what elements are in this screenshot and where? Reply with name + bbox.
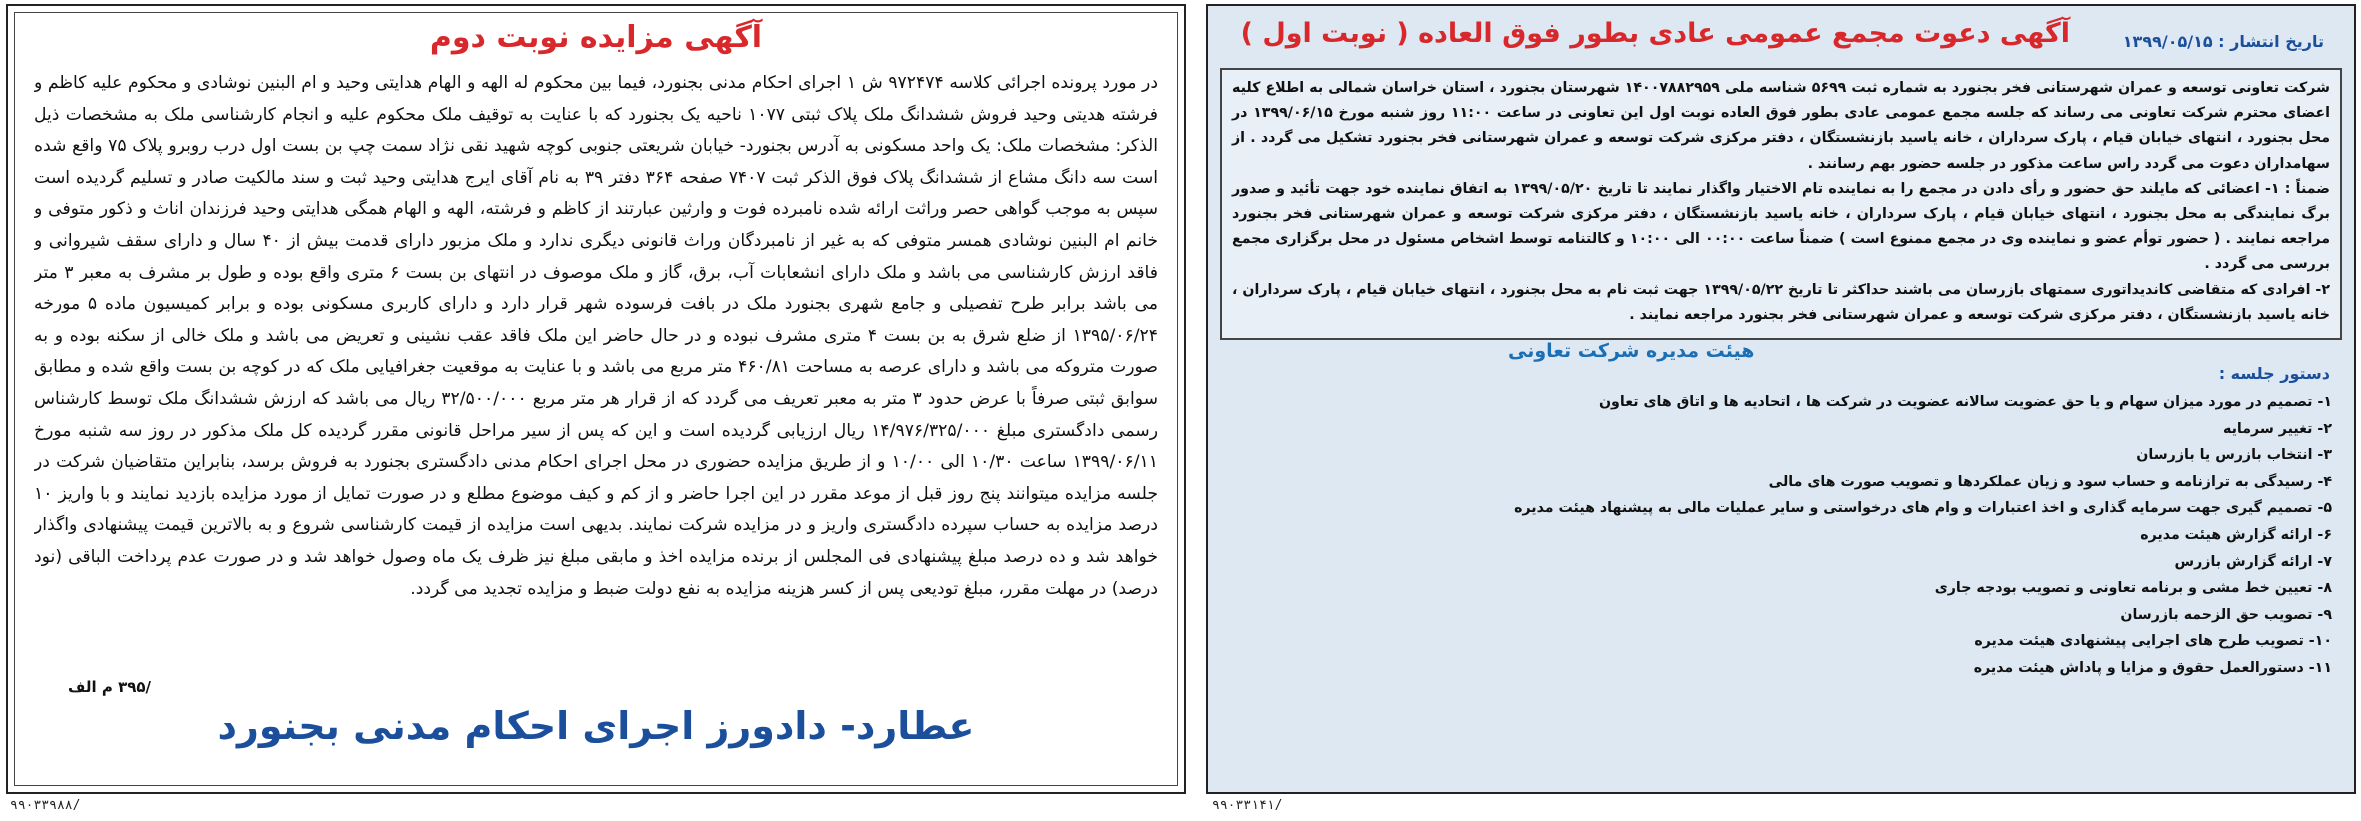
box-paragraph: ۲- افرادی که متقاضی کاندیداتوری سمتهای بازرسان می باشند حداکثر تا تاریخ ۱۳۹۹/۰۵/۲۲ جهت ثبت نام به محل بجنورد ، انتهای خیابان قیام ، پارک سرداران ، خانه یاسید بازنشستگان ، دفتر مرکزی شرکت توسعه و عمران شهرستانی فخر بجنورد مراجعه نمایند . [1232,281,2330,323]
agenda-item: ۸- تعیین خط مشی و برنامه تعاونی و تصویب بودجه جاری [1934,580,2332,597]
agenda-item: ۷- ارائه گزارش بازرس [2174,553,2332,570]
auction-notice-signature: عطارد- دادورز اجرای احکام مدنی بجنورد [217,704,975,748]
board-signature: هیئت مدیره شرکت تعاونی [1508,340,1755,362]
agenda-item: ۳- انتخاب بازرس یا بازرسان [2136,447,2332,464]
assembly-notice [1206,4,2356,794]
auction-notice-code: /۳۹۵ م الف [68,678,152,696]
agenda-title: دستور جلسه : [2218,364,2330,383]
auction-notice-body: در مورد پرونده اجرائی کلاسه ۹۷۲۴۷۴ ش ۱ اجرای احکام مدنی بجنورد، فیما بین محکوم له الهه و الهام هدایتی وحید و ام البنین نوشادی و محکوم علیه کاظم و فرشته هدیتی وحید فروش ششدانگ ملک پلاک ثبتی ۱۰۷۷ ناحیه یک بجنورد که با عنایت به توقیف ملک محکوم علیه و انجام کارشناسی ملک به مشخصات ذیل الذکر: مشخصات ملک: یک واحد مسکونی به آدرس بجنورد- خیابان شریعتی جنوبی کوچه شهید نقی نژاد سمت چپ بن بست اول درب روبرو پلاک ۷۵ واقع شده است سه دانگ مشاع از ششدانگ پلاک فوق الذکر ثبت ۷۴۰۷ صفحه ۳۶۴ دفتر ۳۹ به نام آقای ایرج هدایتی وحید ثبت و سند مالکیت صادر و تسلیم گردیده است سپس به موجب گواهی حصر وراثت ارائه شده نامبرده فوت و وارثین عبارتند از کاظم و فرشته، الهه و الهام همگی هدایتی وحید فرزندان اناث و ذکور متوفی و خانم ام البنین نوشادی همسر متوفی که به غیر از نامبردگان وراث قانونی دیگری ندارد و ملک مزبور دارای قدمت بیش از ۴۰ سال و دارای سقف شیروانی و فاقد ارزش کارشناسی می باشد و ملک دارای انشعابات آب، برق، گاز و ملک موصوف در انتهای بن بست ۶ متری واقع بوده و طول بر مشرف به معبر ۳ متر می باشد برابر طرح تفصیلی و جامع شهری بجنورد ملک در بافت فرسوده شهر قرار دارد و دارای کاربری مسکونی بوده و برابر کمیسیون ماده ۵ مورخه ۱۳۹۵/۰۶/۲۴ از ضلع شرق به بن بست ۴ متری مشرف نبوده و در حال حاضر این ملک فاقد عقب نشینی و تعریض می باشد و ملک خالی از سکنه بوده و به صورت متروکه می باشد و دارای عرصه به مساحت ۴۶۰/۸۱ متر مربع می باشد و با عنایت به موقعیت جغرافیایی ملک که در کوچه بن بست واقع شده و مطابق سوابق ثبتی صرفاً با عرض حدود ۳ متر به معبر تعریف می گردد که از قرار هر متر مربع ۳۲/۵۰۰/۰۰۰ ریال می باشد که ارزش ششدانگ ملک توسط کارشناس رسمی دادگستری مبلغ ۱۴/۹۷۶/۳۲۵/۰۰۰ ریال ارزیابی گردیده است و این که پس از سیر مراحل قانونی مقرر گردیده کل ملک مذکور در روز سه شنبه مورخ ۱۳۹۹/۰۶/۱۱ ساعت ۱۰/۳۰ الی ۱۰/۰۰ و از طریق مزایده حضوری در محل اجرای احکام مدنی دادگستری بجنورد به فروش برسد، بنابراین متقاضیان شرکت در جلسه مزایده میتوانند پنج روز قبل از موعد مقرر در این اجرا حاضر و از کم و کیف موضوع مطلع و در صورت تمایل از مورد مزایده بازدید نمایند و با واریز ۱۰ درصد مزایده به حساب سپرده دادگستری واریز و در مزایده شرکت نمایند. بدیهی است مزایده از قیمت کارشناسی شروع و به بالاترین قیمت پیشنهادی واگذار خواهد شد و ده درصد مبلغ پیشنهادی فی المجلس از برنده مزایده اخذ و مابقی مبلغ نیز ظرف یک ماه وصول خواهد شد و در صورت عدم پرداخت الباقی (نود درصد) در مهلت مقرر، مبلغ تودیعی پس از کسر هزینه مزایده به نفع دولت ضبط و مزایده تجدید می گردد. [34,73,1158,599]
auction-notice-title: آگهی مزایده نوبت دوم [429,20,763,55]
publication-date: تاریخ انتشار : ۱۳۹۹/۰۵/۱۵ [2122,32,2324,51]
right-serial-number: ۹۹۰۳۳۱۴۱/ [1212,798,1283,813]
agenda-item: ۱- تصمیم در مورد میزان سهام و یا حق عضویت سالانه عضویت در شرکت ها ، اتحادیه ها و اتاق های تعاون [1598,394,2332,410]
assembly-notice-box [1220,68,2342,340]
box-paragraph: ضمناً : ۱- اعضائی که مایلند حق حضور و رأی دادن در مجمع را به نماینده تام الاختیار واگذار نمایند تا تاریخ ۱۳۹۹/۰۵/۲۰ به اتفاق نماینده خود جهت تأئید و صدور برگ نمایندگی به محل بجنورد ، انتهای خیابان قیام ، پارک سرداران ، خانه یاسید بازنشستگان ، دفتر مرکزی شرکت توسعه و عمران شهرستانی فخر بجنورد مراجعه نمایند . ( حضور توأم عضو و نماینده وی در مجمع ممنوع است ) ضمناً ساعت ۰۰:۰۰ الی ۱۰:۰۰ و کالتنامه توسط اشخاص مسئول در محل برگزاری مجمع بررسی می گردد . [1232,180,2330,273]
agenda-list [1238,389,2332,682]
agenda-item: ۴- رسیدگی به ترازنامه و حساب سود و زیان عملکردها و تصویب صورت های مالی [1768,473,2332,490]
assembly-notice-title: آگهی دعوت مجمع عمومی عادی بطور فوق العاده ( نوبت اول ) [1240,18,2070,49]
agenda-item: ۱۱- دستورالعمل حقوق و مزایا و پاداش هیئت مدیره [1973,659,2332,676]
box-paragraph: شرکت تعاونی توسعه و عمران شهرستانی فخر بجنورد به شماره ثبت ۵۶۹۹ شناسه ملی ۱۴۰۰۷۸۸۲۹۵۹ شهرستان بجنورد ، استان خراسان شمالی به اطلاع کلیه اعضای محترم شرکت تعاونی می رساند که جلسه مجمع عمومی عادی بطور فوق العاده نوبت اول این تعاونی در ساعت ۱۱:۰۰ روز شنبه مورخ ۱۳۹۹/۰۶/۱۵ در محل بجنورد ، انتهای خیابان قیام ، پارک سرداران ، خانه یاسید بازنشستگان ، دفتر مرکزی شرکت توسعه و عمران شهرستانی فخر بجنورد تشکیل می گردد . از سهامداران دعوت می گردد راس ساعت مذکور در جلسه حضور بهم رسانند . [1232,80,2331,172]
left-serial-number: ۹۹۰۳۳۹۸۸/ [10,798,81,813]
agenda-item: ۵- تصمیم گیری جهت سرمایه گذاری و اخذ اعتبارات و وام های درخواستی و سایر عملیات مالی به پیشنهاد هیئت مدیره [1514,500,2332,517]
agenda-item: ۱۰- تصویب طرح های اجرایی پیشنهادی هیئت مدیره [1974,633,2332,650]
auction-notice [6,4,1186,794]
agenda-item: ۹- تصویب حق الزحمه بازرسان [2120,606,2332,623]
assembly-notice-header [1222,18,2340,62]
agenda-item: ۲- تغییر سرمایه [2222,420,2332,437]
agenda-item: ۶- ارائه گزارش هیئت مدیره [2140,526,2332,543]
